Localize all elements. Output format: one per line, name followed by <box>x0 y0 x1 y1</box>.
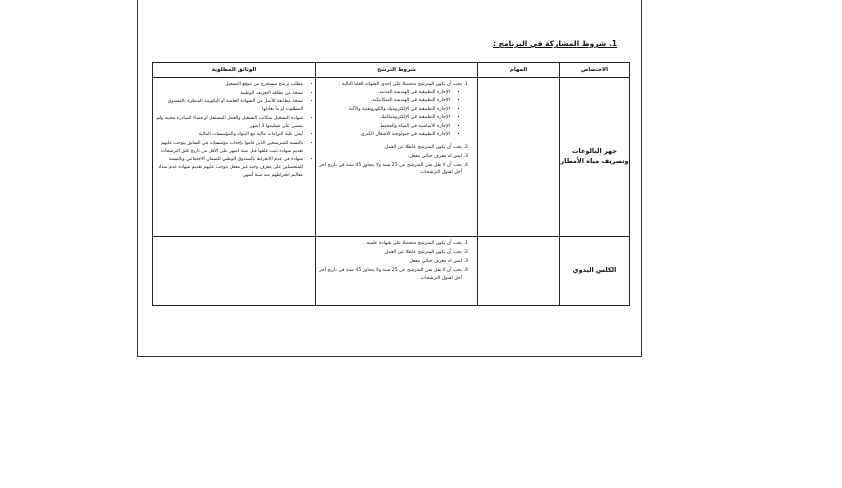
header-conditions: شروط الترشح <box>316 63 478 78</box>
document-item: • نسخة مطابقة للأصل من الشهادة العلمية أو التكوينية المنظرة بالمستوى المطلوب أو ما يعادلها <box>155 98 303 114</box>
header-specialty: الاختصاص <box>560 63 630 78</box>
condition-text: يجب أن يكون المترشح متحصلا على إحدى الشهائد العليا التالية : <box>338 82 462 87</box>
document-item: • ليس عليه التزامات مالية مع البنوك والمؤسسات المالية <box>155 131 303 139</box>
degree-item: ▪ الإجازة التطبيقية في الهندسة المدنية. <box>318 89 450 97</box>
tasks-cell <box>478 78 560 237</box>
section-heading <box>493 39 617 48</box>
condition-item: 2. يجب أن يكون المترشح عاطلا عن العمل. <box>318 144 462 152</box>
condition-item: 3. ليس له معرف جبائي مفعل <box>318 258 462 266</box>
condition-item: 1. يجب أن يكون المترشح متحصلا على شهادة علمية. <box>318 240 462 248</box>
degree-item: ▪ الإجازة التطبيقية في الهندسة الميكانيكية. <box>318 97 450 105</box>
header-documents: الوثائق المطلوبة <box>153 63 316 78</box>
condition-item: 3. ليس له معرف جبائي مفعل. <box>318 153 462 161</box>
document-item: • شهادة في عدم الانخراط بالصندوق الوطني للضمان الاجتماعي وبالنسبة للمتحصلين على معرف وحيد غير مفعل يتوجب عليهم تقديم شهادة عدم سداد معاليم انخراطهم منذ سنة أشهر. <box>155 156 303 180</box>
specialty-line: وتصريف مياه الأمطار <box>560 157 629 165</box>
condition-item: 4. يجب أن لا يقل سن المترشح عن 25 سنة ولا يتجاوز 45 سنة في تاريخ آخر أجل لقبول الترشحات <box>318 267 462 282</box>
specialty-cell <box>560 78 630 237</box>
specialty-cell <box>560 237 630 306</box>
section-title: شروط المشاركة في البرنامج : <box>492 39 607 48</box>
document-item: • نسخة من بطاقة التعريف الوطنية <box>155 90 303 98</box>
specialty-line: جهر البالوعات <box>572 147 617 156</box>
table-row <box>153 78 630 237</box>
document-item: • شهادة التسجيل بمكاتب التشغيل والعمل المستقل أو فضاء المبادرة محينة ولم يمضي على تسليمها 3 أشهر <box>155 115 303 131</box>
tasks-cell <box>478 237 560 306</box>
conditions-cell <box>316 237 478 306</box>
specialty-line: الكلس اليدوي <box>572 266 617 275</box>
table-row <box>153 237 630 306</box>
conditions-cell <box>316 78 478 237</box>
condition-item <box>318 81 462 139</box>
degree-item: ▪ الإجازة الأساسية في المياه والمحيط. <box>318 123 450 131</box>
table-header-row <box>153 63 630 78</box>
document-item: • بالنسبة للمترشحين الذين قاموا بإحداث مؤسسات في السابق يتوجب عليهم تقديم شهادة تثبت غلقها قبل ستة أشهر على الأقل من تاريخ غلق الترشحات <box>155 140 303 156</box>
condition-item: 4. يجب أن لا يقل سن المترشح عن 25 سنة ولا يتجاوز 45 سنة في تاريخ آخر أجل لقبول الترشحات. <box>318 162 462 177</box>
header-tasks: المهام <box>478 63 560 78</box>
participation-conditions-table <box>152 62 630 306</box>
condition-item: 2. يجب أن يكون المترشح عاطلا عن العمل <box>318 249 462 257</box>
documents-cell <box>153 237 316 306</box>
degree-item: ▪ الإجازة التطبيقية في الإلكتروميك والكهروتقنية والآلية. <box>318 106 450 114</box>
documents-cell <box>153 78 316 237</box>
degree-item: ▪ الإجازة التطبيقية في جيولوجية الأشغال الكبرى. <box>318 131 450 139</box>
document-item: • مطلب ترشح مستخرج من موقع التسجيل <box>155 81 303 89</box>
document-page <box>137 0 642 357</box>
degree-item: ▪ الإجازة التطبيقية في الإلكتروميكانيك. <box>318 114 450 122</box>
section-number: 1. <box>608 39 617 48</box>
